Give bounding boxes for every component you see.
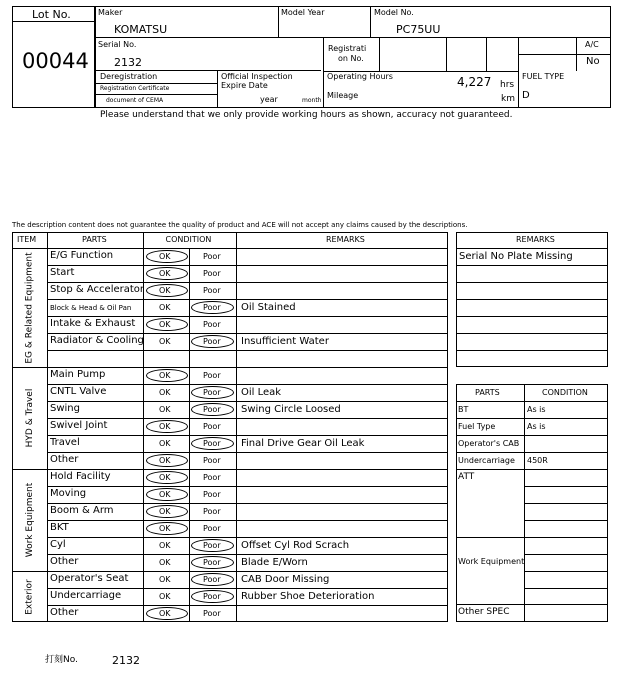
part-name: Hold Facility (50, 471, 111, 482)
poor-option[interactable]: Poor (203, 405, 221, 414)
part-name: Start (50, 267, 75, 278)
part-name: Undercarriage (50, 590, 122, 601)
spec-condition: As is (527, 422, 546, 431)
part-name: E/G Function (50, 250, 114, 261)
group-label: Exterior (24, 578, 35, 615)
poor-option[interactable]: Poor (203, 507, 221, 516)
remark-text: CAB Door Missing (241, 574, 330, 585)
spec-condition: 450R (527, 456, 548, 465)
ac-label: A/C (585, 40, 599, 49)
table-row (47, 486, 448, 503)
ok-option[interactable]: OK (159, 524, 171, 533)
remark-text: Blade E/Worn (241, 557, 308, 568)
part-name: Travel (50, 437, 80, 448)
poor-circle-mark (191, 403, 234, 416)
spec-part: Fuel Type (458, 422, 496, 431)
ok-option[interactable]: OK (159, 507, 171, 516)
stamp-label: 打刻No. (45, 655, 78, 665)
ok-circle-mark (146, 420, 188, 433)
remark-text: Swing Circle Loosed (241, 404, 341, 415)
part-name: Main Pump (50, 369, 106, 380)
ok-option[interactable]: OK (159, 609, 171, 618)
poor-option[interactable]: Poor (203, 541, 221, 550)
ok-circle-mark (146, 267, 188, 280)
deregistration-label: Deregistration (100, 72, 158, 81)
spec-part: Undercarriage (458, 456, 515, 465)
maker-label: Maker (98, 8, 123, 17)
poor-option[interactable]: Poor (203, 456, 221, 465)
lot-number: 00044 (22, 49, 89, 73)
ok-option[interactable]: OK (159, 286, 171, 295)
ok-circle-mark (146, 505, 188, 518)
km-label: km (501, 94, 515, 104)
poor-option[interactable]: Poor (203, 422, 221, 431)
ok-option[interactable]: OK (159, 269, 171, 278)
stamp-value: 2132 (112, 654, 140, 667)
official-inspection-label: Official Inspection (221, 72, 293, 81)
col-parts-header: PARTS (82, 235, 107, 244)
ok-option[interactable]: OK (159, 541, 171, 550)
poor-option[interactable]: Poor (203, 286, 221, 295)
ok-option[interactable]: OK (159, 456, 171, 465)
ok-circle-mark (146, 318, 188, 331)
poor-option[interactable]: Poor (203, 371, 221, 380)
month-label: month (302, 97, 322, 104)
table-row (47, 605, 448, 622)
poor-circle-mark (191, 437, 234, 450)
table-row (47, 350, 448, 367)
ok-circle-mark (146, 471, 188, 484)
table-row (47, 265, 448, 282)
mileage-label: Mileage (327, 91, 359, 100)
poor-option[interactable]: Poor (203, 320, 221, 329)
part-name: Swivel Joint (50, 420, 108, 431)
att-label: ATT (458, 472, 475, 482)
side-remarks-header: REMARKS (516, 235, 555, 244)
poor-option[interactable]: Poor (203, 609, 221, 618)
ok-circle-mark (146, 488, 188, 501)
hrs-label: hrs (500, 80, 515, 90)
operating-hours-label: Operating Hours (327, 72, 393, 81)
ok-option[interactable]: OK (159, 320, 171, 329)
part-name: Other (50, 607, 79, 618)
group-label: HYD & Travel (24, 388, 35, 448)
poor-option[interactable]: Poor (203, 269, 221, 278)
part-name: BKT (50, 522, 69, 533)
spec-parts-header: PARTS (475, 388, 500, 397)
spec-part: Operator's CAB (458, 439, 520, 448)
remark-text: Insufficient Water (241, 336, 329, 347)
accuracy-notice: Please understand that we only provide working hours as shown, accuracy not guaranteed. (100, 110, 513, 120)
other-spec-label: Other SPEC (458, 607, 510, 617)
expire-date-label: Expire Date (221, 81, 268, 90)
poor-option[interactable]: Poor (203, 592, 221, 601)
part-name: Cyl (50, 539, 66, 550)
registration-label-2: on No. (338, 54, 364, 63)
fuel-type-label: FUEL TYPE (522, 72, 565, 81)
serial-value: 2132 (114, 56, 142, 69)
maker-value: KOMATSU (114, 23, 168, 36)
ok-option[interactable]: OK (159, 490, 171, 499)
ok-circle-mark (146, 369, 188, 382)
spec-part: BT (458, 405, 469, 414)
col-remarks-header: REMARKS (326, 235, 365, 244)
ok-circle-mark (146, 522, 188, 535)
document-cema-label: document of CEMA (106, 97, 164, 104)
part-name: Operator's Seat (50, 573, 129, 584)
model-year-label: Model Year (281, 8, 325, 17)
remark-text: Rubber Shoe Deterioration (241, 591, 375, 602)
poor-option[interactable]: Poor (203, 303, 221, 312)
ok-circle-mark (146, 607, 188, 620)
table-row (47, 520, 448, 537)
ac-value: No (586, 56, 600, 67)
poor-option[interactable]: Poor (203, 388, 221, 397)
poor-circle-mark (191, 335, 234, 348)
ok-option[interactable]: OK (159, 558, 171, 567)
table-row (47, 367, 448, 384)
ok-option[interactable]: OK (159, 439, 171, 448)
ok-option[interactable]: OK (159, 388, 171, 397)
poor-option[interactable]: Poor (203, 252, 221, 261)
lot-label: Lot No. (32, 8, 71, 21)
poor-option[interactable]: Poor (203, 575, 221, 584)
poor-option[interactable]: Poor (203, 524, 221, 533)
year-label: year (260, 95, 278, 104)
ok-circle-mark (146, 250, 188, 263)
part-name: Radiator & Cooling (50, 335, 144, 346)
serial-label: Serial No. (98, 40, 137, 49)
work-equipment-label: Work Equipment (458, 557, 525, 566)
ok-option[interactable]: OK (159, 473, 171, 482)
ok-circle-mark (146, 454, 188, 467)
remark-text: Final Drive Gear Oil Leak (241, 438, 365, 449)
poor-circle-mark (191, 573, 234, 586)
spec-condition-header: CONDITION (542, 388, 588, 397)
poor-circle-mark (191, 539, 234, 552)
ok-option[interactable]: OK (159, 575, 171, 584)
poor-option[interactable]: Poor (203, 473, 221, 482)
poor-circle-mark (191, 590, 234, 603)
ok-option[interactable]: OK (159, 405, 171, 414)
ok-option[interactable]: OK (159, 303, 171, 312)
part-name: Other (50, 454, 79, 465)
side-remark-text: Serial No Plate Missing (459, 251, 573, 262)
remark-text: Offset Cyl Rod Scrach (241, 540, 350, 551)
operating-hours-value: 4,227 (457, 75, 492, 89)
group-label: EG & Related Equipment (24, 251, 35, 364)
part-name: Moving (50, 488, 87, 499)
ok-circle-mark (146, 284, 188, 297)
ok-option[interactable]: OK (159, 252, 171, 261)
ok-option[interactable]: OK (159, 592, 171, 601)
poor-option[interactable]: Poor (203, 558, 221, 567)
col-item-header: ITEM (17, 235, 37, 244)
part-name: Other (50, 556, 79, 567)
part-name: Boom & Arm (50, 505, 114, 516)
poor-option[interactable]: Poor (203, 439, 221, 448)
table-row (47, 452, 448, 469)
fuel-type-value: D (522, 90, 530, 101)
poor-circle-mark (191, 556, 234, 569)
model-no-label: Model No. (374, 8, 414, 17)
part-name: Intake & Exhaust (50, 318, 136, 329)
poor-option[interactable]: Poor (203, 337, 221, 346)
remark-text: Oil Leak (241, 387, 282, 398)
part-name: Stop & Accelerator (50, 284, 145, 295)
disclaimer-text: The description content does not guarantee the quality of product and ACE will not accept any claims caused by the descriptions. (12, 221, 468, 229)
part-name: Block & Head & Oil Pan (50, 304, 132, 312)
group-label: Work Equipment (24, 482, 35, 558)
registration-certificate-label: Registration Certificate (100, 85, 170, 92)
spec-condition: As is (527, 405, 546, 414)
part-name: Swing (50, 403, 80, 414)
poor-circle-mark (191, 301, 234, 314)
col-condition-header: CONDITION (165, 235, 212, 244)
remark-text: Oil Stained (241, 302, 296, 313)
ok-option[interactable]: OK (159, 371, 171, 380)
poor-circle-mark (191, 386, 234, 399)
part-name: CNTL Valve (50, 386, 107, 397)
ok-option[interactable]: OK (159, 422, 171, 431)
ok-option[interactable]: OK (159, 337, 171, 346)
poor-option[interactable]: Poor (203, 490, 221, 499)
registration-label: Registrati (328, 44, 367, 53)
model-no-value: PC75UU (396, 23, 441, 36)
